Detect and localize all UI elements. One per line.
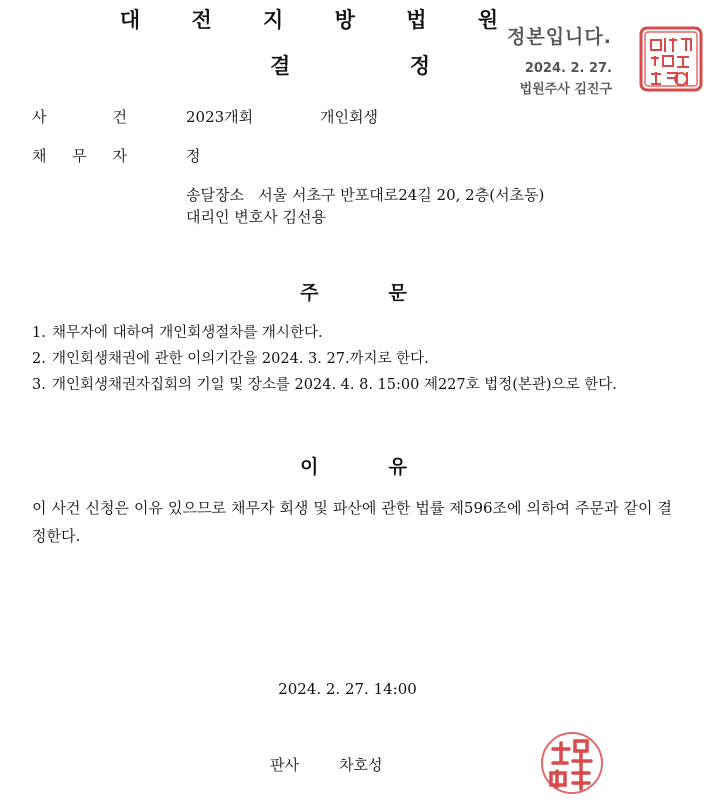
order-list [32,320,672,398]
certification-officer: 법원주사 김진구 [519,82,612,97]
order-item [32,372,672,398]
heading-char: 유 [388,456,407,478]
label-char: 사 [32,108,47,126]
court-name: 대 전 지 방 법 원 [119,8,521,32]
legal-agent: 대리인 변호사 김선용 [186,208,326,226]
reason-heading [0,452,707,479]
reason-text: 이 사건 신청은 이유 있으므로 채무자 회생 및 파산에 관한 법률 제596조에 의하여 주문과 같이 결정한다. [32,499,672,545]
order-heading [0,278,707,305]
judge-seal-stamp [537,727,607,797]
order-item-text: 개인회생채권자집회의 기일 및 장소를 2024. 4. 8. 15:00 제227호 법정(본관)으로 한다. [52,377,617,393]
debtor-label [32,145,127,166]
case-number: 2023개회 [186,108,254,126]
decision-datetime: 2024. 2. 27. 14:00 [278,680,417,698]
doc-type-char: 정 [409,54,430,78]
case-label [32,106,127,127]
label-char: 무 [72,147,87,165]
order-item [32,320,672,346]
certification-block [507,22,612,97]
label-char: 자 [112,147,127,165]
order-item-number: 3. [32,377,46,393]
order-item-number: 2. [32,351,46,367]
order-item-number: 1. [32,325,46,341]
judge-signature-line [270,754,382,775]
case-type: 개인회생 [320,108,378,126]
label-char: 채 [32,147,47,165]
order-item-text: 개인회생채권에 관한 이의기간을 2024. 3. 27.까지로 한다. [52,351,429,367]
label-char: 건 [112,108,127,126]
certification-date: 2024. 2. 27. [524,61,612,76]
debtor-name: 정 [186,147,201,165]
document-type-title [270,50,430,80]
order-item [32,346,672,372]
certification-label: 정본입니다. [507,26,612,48]
service-address: 송달장소 서울 서초구 반포대로24길 20, 2층(서초동) [186,186,545,204]
doc-type-char: 결 [270,54,291,78]
court-seal-stamp [639,26,703,92]
heading-char: 이 [300,456,319,478]
order-item-text: 채무자에 대하여 개인회생절차를 개시한다. [52,325,323,341]
judge-title: 판사 [270,756,299,774]
heading-char: 문 [388,282,407,304]
judge-name: 차호성 [338,756,383,774]
heading-char: 주 [300,282,319,304]
